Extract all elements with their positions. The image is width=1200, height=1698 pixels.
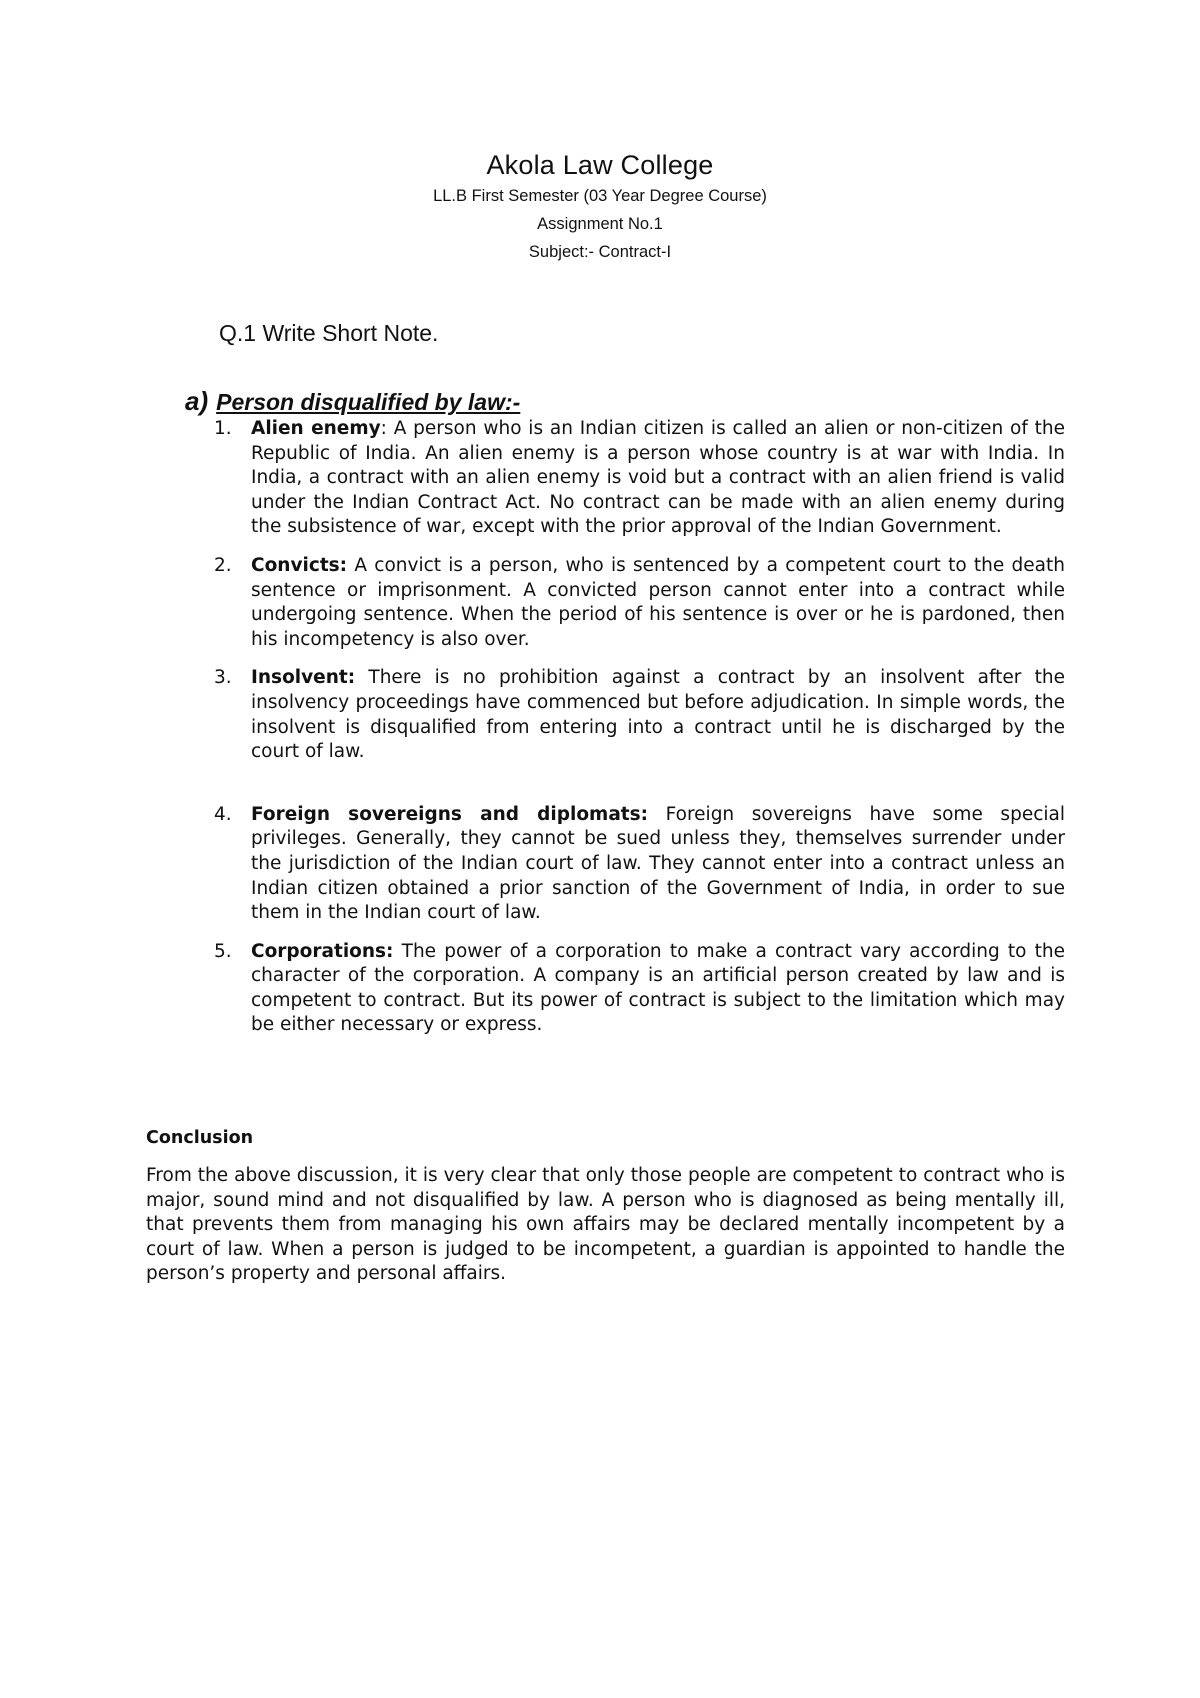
list-item-term: Convicts: <box>251 554 348 576</box>
list-item <box>205 940 1065 1038</box>
list-item-number: 2. <box>214 554 232 576</box>
list-item-number: 4. <box>214 803 232 825</box>
list-item <box>205 417 1065 540</box>
list-item-term: Foreign sovereigns and diplomats: <box>251 803 649 825</box>
course-line: LL.B First Semester (03 Year Degree Course) <box>433 187 767 205</box>
section-title: Person disqualified by law:- <box>216 389 521 415</box>
document-header <box>0 148 1200 266</box>
list-item-number: 3. <box>214 667 232 689</box>
disqualified-persons-list <box>205 417 1065 1038</box>
subject-line: Subject:- Contract-I <box>528 243 672 261</box>
list-item-number: 1. <box>214 418 232 439</box>
list-item-term: Corporations: <box>251 940 394 962</box>
conclusion-paragraph: From the above discussion, it is very clear that only those people are competent to contract who is major, sound mind and not disqualified by law. A person who is diagnosed as being mentally ill, that prevents them from managing his own affairs may be declared mentally incompetent by a court of law. When a person is judged to be incompetent, a guardian is appointed to handle the person’s property and personal affairs. <box>146 1165 1065 1285</box>
list-item-text: A person who is an Indian citizen is called an alien or non-citizen of the Republic of India. An alien enemy is a person whose country is at war with India. In India, a contract with an alien enemy is void but a contract with an alien friend is valid under the Indian Contract Act. No contract can be made with an alien enemy during the subsistence of war, except with the prior approval of the Indian Government. <box>251 418 1065 538</box>
list-item-text: The power of a corporation to make a contract vary according to the character of the corporation. A company is an artificial person created by law and is competent to contract. But its power of contract is subject to the limitation which may be either necessary or express. <box>251 940 1065 1036</box>
college-name: Akola Law College <box>486 150 714 180</box>
conclusion-heading: Conclusion <box>146 1128 254 1148</box>
list-item <box>205 554 1065 652</box>
list-item-separator: : <box>380 418 394 439</box>
section-letter: a) <box>185 386 209 416</box>
list-item <box>205 803 1065 926</box>
list-item-separator <box>648 804 666 825</box>
list-item-term: Insolvent: <box>251 667 356 689</box>
list-item-number: 5. <box>214 940 232 962</box>
list-item-text: A convict is a person, who is sentenced by a competent court to the death sentence or imprisonment. A convicted person cannot enter into a contract while undergoing sentence. When the period of his sentence is over or he is pardoned, then his incompetency is also over. <box>251 554 1066 650</box>
list-item-separator <box>393 941 401 962</box>
section-heading <box>185 386 520 417</box>
list-item-text: Foreign sovereigns have some special privileges. Generally, they cannot be sued unless they, themselves surrender under the jurisdiction of the Indian court of law. They cannot enter into a contract unless an Indian citizen obtained a prior sanction of the Government of India, in order to sue them in the Indian court of law. <box>251 803 1065 924</box>
question-heading: Q.1 Write Short Note. <box>219 320 439 346</box>
list-item-text: There is no prohibition against a contract by an insolvent after the insolvency proceedings have commenced but before adjudication. In simple words, the insolvent is disqualified from entering into a contract until he is discharged by the court of law. <box>251 667 1065 763</box>
list-item-term: Alien enemy <box>251 418 381 439</box>
assignment-line: Assignment No.1 <box>537 215 663 233</box>
list-item <box>205 666 1065 764</box>
list-item-separator <box>355 667 368 688</box>
